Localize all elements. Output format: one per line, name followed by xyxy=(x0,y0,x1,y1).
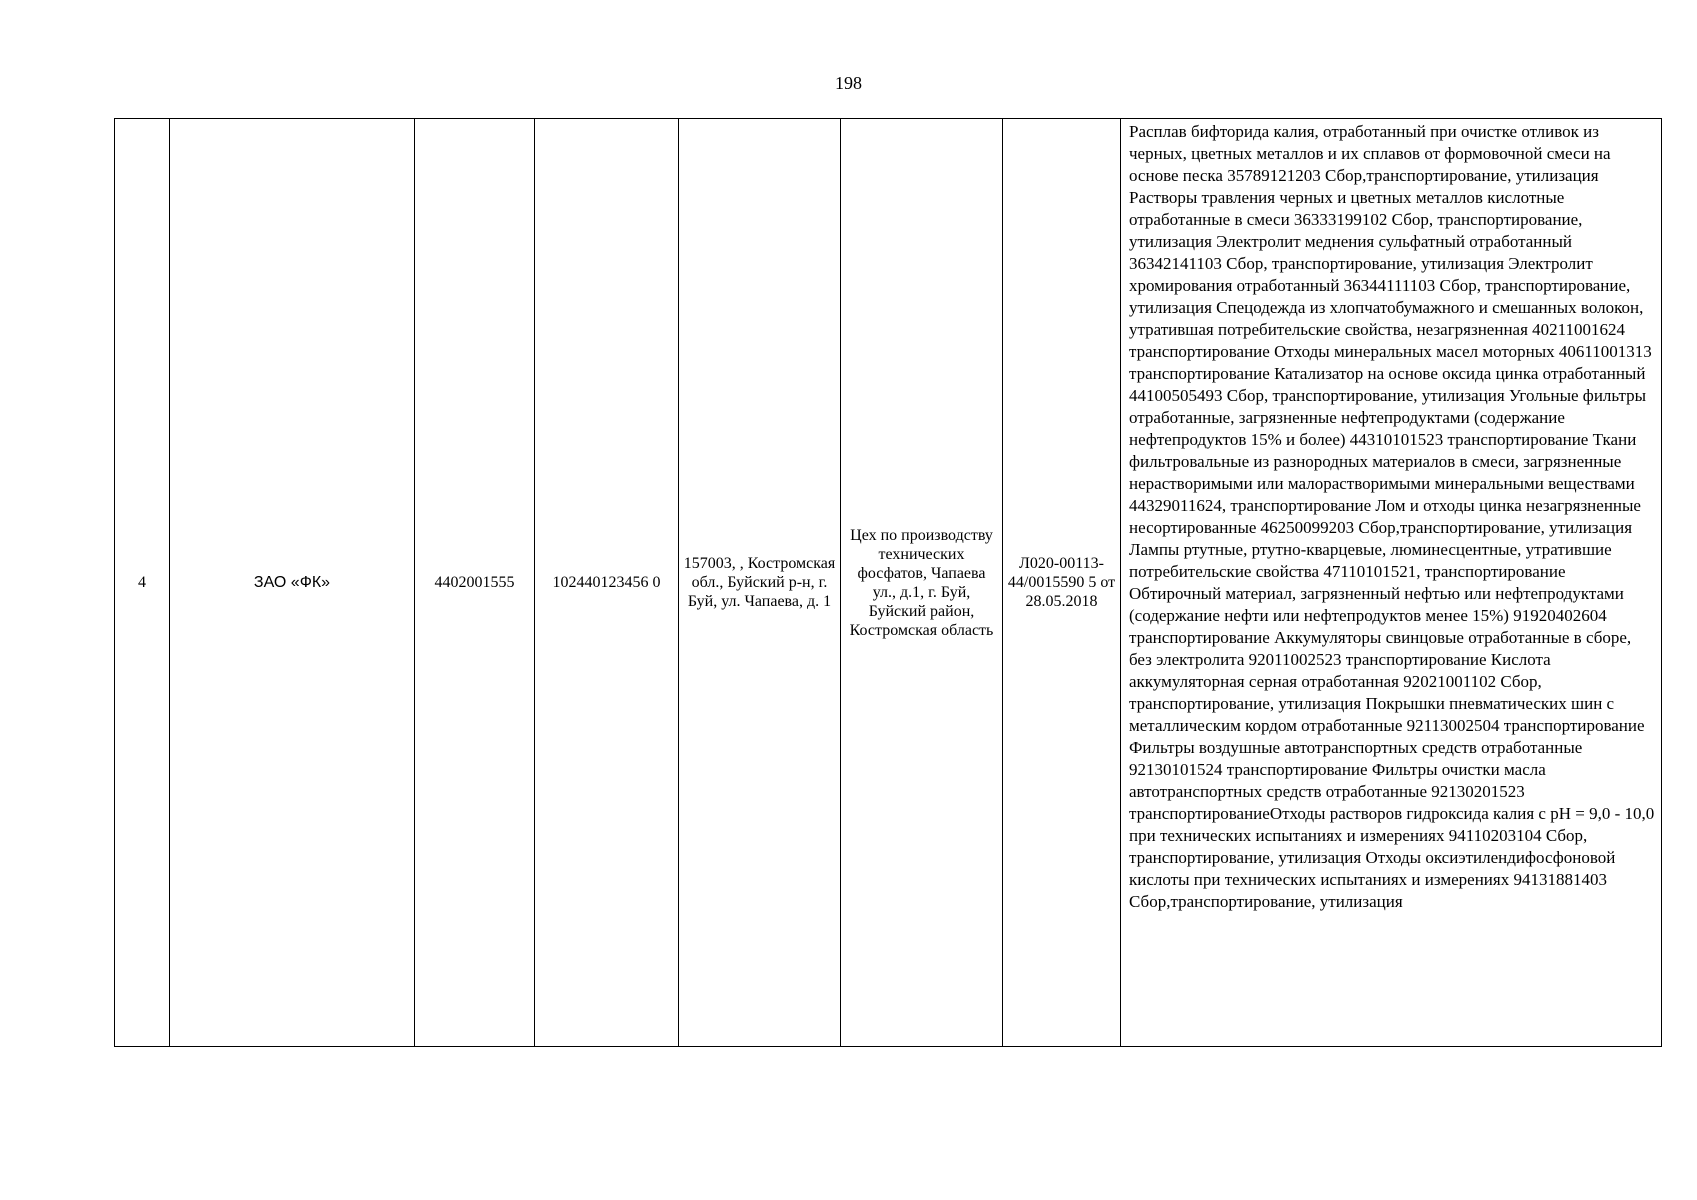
row-index-cell: 4 xyxy=(115,119,170,1047)
license-number-cell: Л020-00113-44/0015590 5 от 28.05.2018 xyxy=(1003,119,1121,1047)
legal-address-cell: 157003, , Костромская обл., Буйский р-н, г. Буй, ул. Чапаева, д. 1 xyxy=(679,119,841,1047)
license-register-table xyxy=(114,118,1662,1047)
page-number: 198 xyxy=(835,73,862,93)
table-row xyxy=(115,119,1662,1047)
waste-activities-cell: Расплав бифторида калия, отработанный при очистке отливок из черных, цветных металлов и их сплавов от формовочной смеси на основе песка 35789121203 Сбор,транспортирование, утилизация Растворы травления черных и цветных металлов кислотные отработанные в смеси 36333199102 Сбор, транспортирование, утилизация Электролит меднения сульфатный отработанный 36342141103 Сбор, транспортирование, утилизация Электролит хромирования отработанный 36344111103 Сбор, транспортирование, утилизация Спецодежда из хлопчатобумажного и смешанных волокон, утратившая потребительские свойства, незагрязненная 40211001624 транспортирование Отходы минеральных масел моторных 40611001313 транспортирование Катализатор на основе оксида цинка отработанный 44100505493 Сбор, транспортирование, утилизация Угольные фильтры отработанные, загрязненные нефтепродуктами (содержание нефтепродуктов 15% и более) 44310101523 транспортирование Ткани фильтровальные из разнородных материалов в смеси, загрязненные нерастворимыми или малорастворимыми минеральными веществами 44329011624, транспортирование Лом и отходы цинка незагрязненные несортированные 46250099203 Сбор,транспортирование, утилизация Лампы ртутные, ртутно-кварцевые, люминесцентные, утратившие потребительские свойства 47110101521, транспортирование Обтирочный материал, загрязненный нефтью или нефтепродуктами (содержание нефти или нефтепродуктов менее 15%) 91920402604 транспортирование Аккумуляторы свинцовые отработанные в сборе, без электролита 92011002523 транспортирование Кислота аккумуляторная серная отработанная 92021001102 Сбор, транспортирование, утилизация Покрышки пневматических шин с металлическим кордом отработанные 92113002504 транспортирование Фильтры воздушные автотранспортных средств отработанные 92130101524 транспортирование Фильтры очистки масла автотранспортных средств отработанные 92130201523 транспортированиеОтходы растворов гидроксида калия с pH = 9,0 - 10,0 при технических испытаниях и измерениях 94110203104 Сбор, транспортирование, утилизация Отходы оксиэтилендифосфоновой кислоты при технических испытаниях и измерениях 94131881403 Сбор,транспортирование, утилизация xyxy=(1121,119,1662,1047)
site-address-cell: Цех по производству технических фосфатов, Чапаева ул., д.1, г. Буй, Буйский район, Костромская область xyxy=(841,119,1003,1047)
inn-cell: 4402001555 xyxy=(415,119,535,1047)
organization-name-cell: ЗАО «ФК» xyxy=(170,119,415,1047)
ogrn-cell: 102440123456 0 xyxy=(535,119,679,1047)
